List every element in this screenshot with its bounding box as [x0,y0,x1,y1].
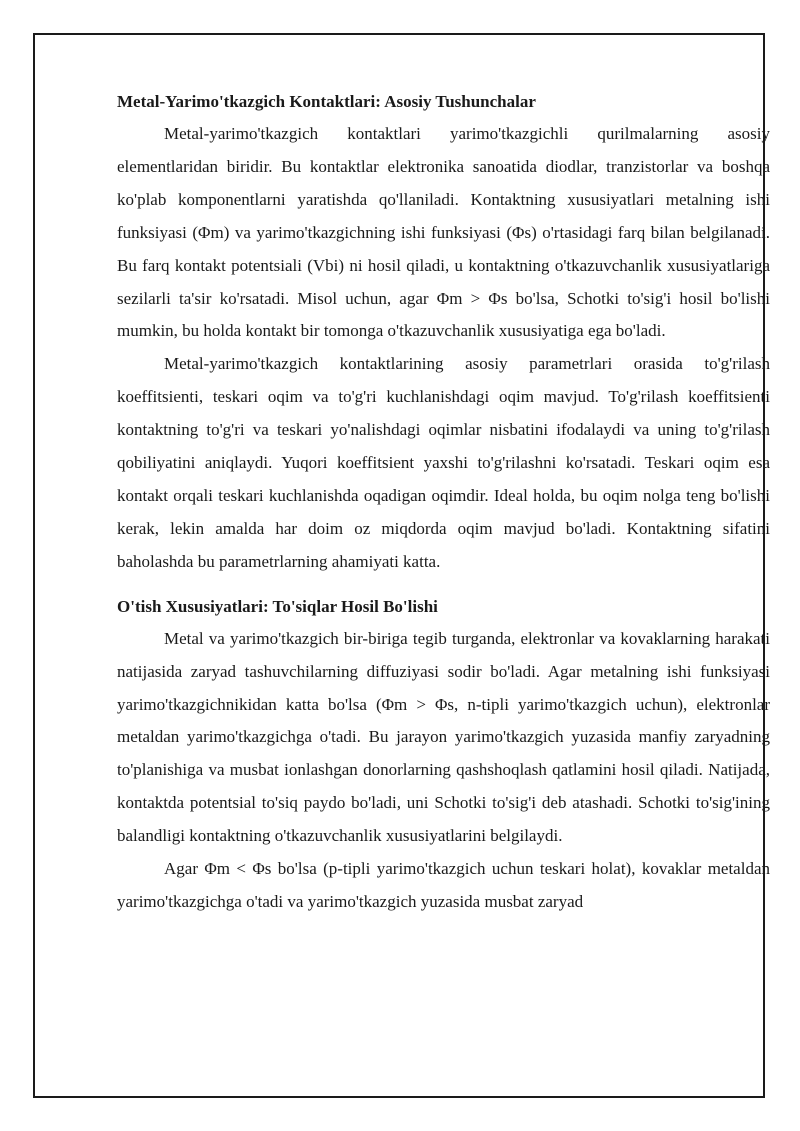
paragraph: Metal-yarimo'tkazgich kontaktlari yarimo'tkazgichli qurilmalarning asosiy elementlaridan biridir. Bu kontaktlar elektronika sanoatida diodlar, tranzistorlar va boshqa ko'plab komponentlarni yaratishda qo'llaniladi. Kontaktning xususiyatlari metalning ishi funksiyasi (Φm) va yarimo'tkazgichning ishi funksiyasi (Φs) o'rtasidagi farq bilan belgilanadi. Bu farq kontakt potentsiali (Vbi) ni hosil qiladi, u kontaktning o'tkazuvchanlik xususiyatlariga sezilarli ta'sir ko'rsatadi. Misol uchun, agar Φm > Φs bo'lsa, Schotki to'sig'i hosil bo'lishi mumkin, bu holda kontakt bir tomonga o'tkazuvchanlik xususiyatiga ega bo'ladi. [117,124,770,341]
paragraph: Agar Φm < Φs bo'lsa (p-tipli yarimo'tkazgich uchun teskari holat), kovaklar metaldan yarimo'tkazgichga o'tadi va yarimo'tkazgich yuzasida musbat zaryad [117,859,770,911]
section-heading: O'tish Xususiyatlari: To'siqlar Hosil Bo'lishi [117,596,438,616]
section-heading: Metal-Yarimo'tkazgich Kontaktlari: Asosiy Tushunchalar [117,92,536,111]
document-body [117,86,770,919]
paragraph: Metal-yarimo'tkazgich kontaktlarining asosiy parametrlari orasida to'g'rilash koeffitsienti, teskari oqim va to'g'ri kuchlanishdagi oqim mavjud. To'g'rilash koeffitsienti kontaktning to'g'ri va teskari yo'nalishdagi oqimlar nisbatini ifodalaydi va uning to'g'rilash qobiliyatini aniqlaydi. Yuqori koeffitsient yaxshi to'g'rilashni ko'rsatadi. Teskari oqim esa kontakt orqali teskari kuchlanishda oqadigan oqimdir. Ideal holda, bu oqim nolga teng bo'lishi kerak, lekin amalda har doim oz miqdorda oqim mavjud bo'ladi. Kontaktning sifatini baholashda bu parametrlarning ahamiyati katta. [117,354,770,571]
paragraph: Metal va yarimo'tkazgich bir-biriga tegib turganda, elektronlar va kovaklarning harakati natijasida zaryad tashuvchilarning diffuziyasi sodir bo'ladi. Agar metalning ishi funksiyasi yarimo'tkazgichnikidan katta bo'lsa (Φm > Φs, n-tipli yarimo'tkazgich uchun), elektronlar metaldan yarimo'tkazgichga o'tadi. Bu jarayon yarimo'tkazgich yuzasida manfiy zaryadning to'planishiga va musbat ionlashgan donorlarning qashshoqlash qatlamini hosil qiladi. Natijada, kontaktda potentsial to'siq paydo bo'ladi, uni Schotki to'sig'i deb atashadi. Schotki to'sig'ining balandligi kontaktning o'tkazuvchanlik xususiyatlarini belgilaydi. [117,628,770,846]
